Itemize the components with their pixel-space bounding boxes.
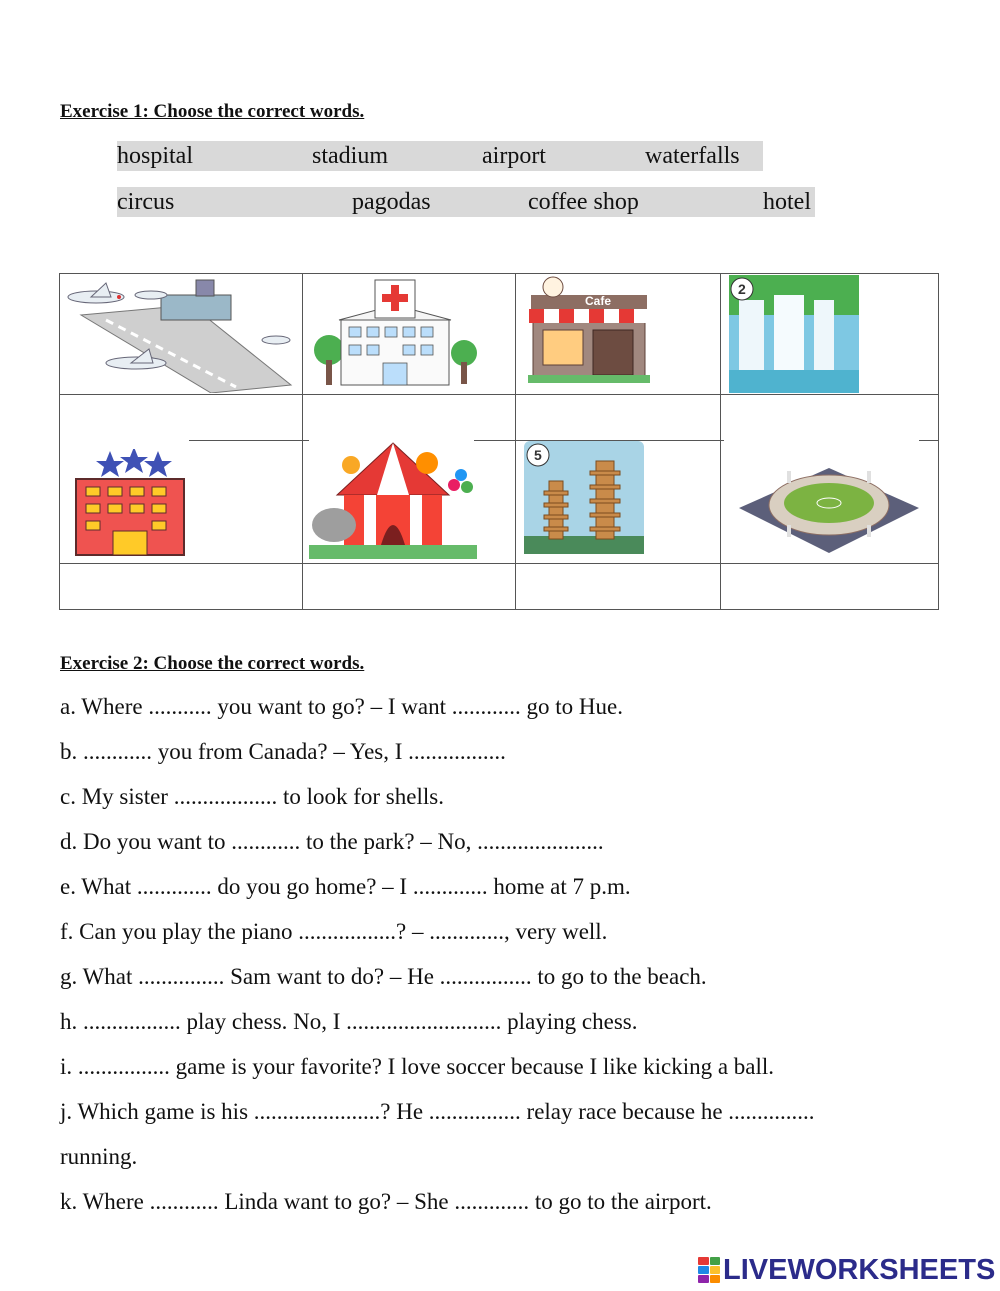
answer-cell-7[interactable] <box>516 564 720 609</box>
sentence-a: a. Where ........... you want to go? – I want ............ go to Hue. <box>60 694 623 719</box>
waterfalls-picture-icon <box>729 275 859 393</box>
sentence-j: j. Which game is his ......................? He ................ relay race because he ............... <box>60 1099 815 1124</box>
word-bank-item: waterfalls <box>645 143 740 169</box>
answer-cell-2[interactable] <box>303 395 515 439</box>
word-bank-item: hotel <box>763 189 811 215</box>
answer-cell-6[interactable] <box>303 564 515 609</box>
liveworksheets-logo-text: LIVEWORKSHEETS <box>723 1253 996 1286</box>
circus-picture-icon <box>309 435 477 561</box>
hotel-picture-icon <box>71 449 189 557</box>
sentence-k: k. Where ............ Linda want to go? – She ............. to go to the airport. <box>60 1189 712 1214</box>
word-bank-row-2 <box>117 187 815 217</box>
cafe-sign: Cafe <box>585 294 612 308</box>
answer-cell-5[interactable] <box>60 564 302 609</box>
word-bank-item: airport <box>482 143 546 169</box>
sentence-g: g. What ............... Sam want to do? – He ................ to go to the beach. <box>60 964 707 989</box>
liveworksheets-logo-icon <box>698 1257 720 1283</box>
sentence-h: h. ................. play chess. No, I ........................... playing chess. <box>60 1009 638 1034</box>
answer-cell-4[interactable] <box>721 395 938 439</box>
word-bank-row-1 <box>117 141 763 171</box>
answer-cell-1[interactable] <box>60 395 302 439</box>
sentence-f: f. Can you play the piano .................? – ............., very well. <box>60 919 608 944</box>
word-bank-item: stadium <box>312 143 388 169</box>
stadium-picture-icon <box>729 443 929 561</box>
sentence-j-continued: running. <box>60 1144 138 1169</box>
answer-cell-3[interactable] <box>516 395 720 439</box>
exercise-1-title: Exercise 1: Choose the correct words. <box>60 101 365 122</box>
pagodas-picture-icon <box>524 441 644 554</box>
word-bank-item: pagodas <box>352 189 431 215</box>
sentence-b: b. ............ you from Canada? – Yes, I ................. <box>60 739 506 764</box>
liveworksheets-logo[interactable] <box>698 1254 995 1286</box>
sentence-e: e. What ............. do you go home? – I ............. home at 7 p.m. <box>60 874 631 899</box>
picture-badge: 2 <box>738 281 746 297</box>
answer-cell-8[interactable] <box>721 564 938 609</box>
hospital-picture-icon <box>309 275 481 390</box>
sentence-d: d. Do you want to ............ to the park? – No, ...................... <box>60 829 604 854</box>
sentence-i: i. ................ game is your favorite? I love soccer because I like kicking a ball. <box>60 1054 775 1079</box>
word-bank-item: coffee shop <box>528 189 639 215</box>
picture-grid <box>59 273 939 610</box>
exercise-2-title: Exercise 2: Choose the correct words. <box>60 653 365 674</box>
sentence-c: c. My sister .................. to look for shells. <box>60 784 444 809</box>
picture-badge: 5 <box>534 447 542 463</box>
word-bank-item: circus <box>117 189 175 215</box>
airport-picture-icon <box>61 275 299 393</box>
coffee-shop-picture-icon <box>523 275 655 385</box>
word-bank-item: hospital <box>117 143 193 169</box>
